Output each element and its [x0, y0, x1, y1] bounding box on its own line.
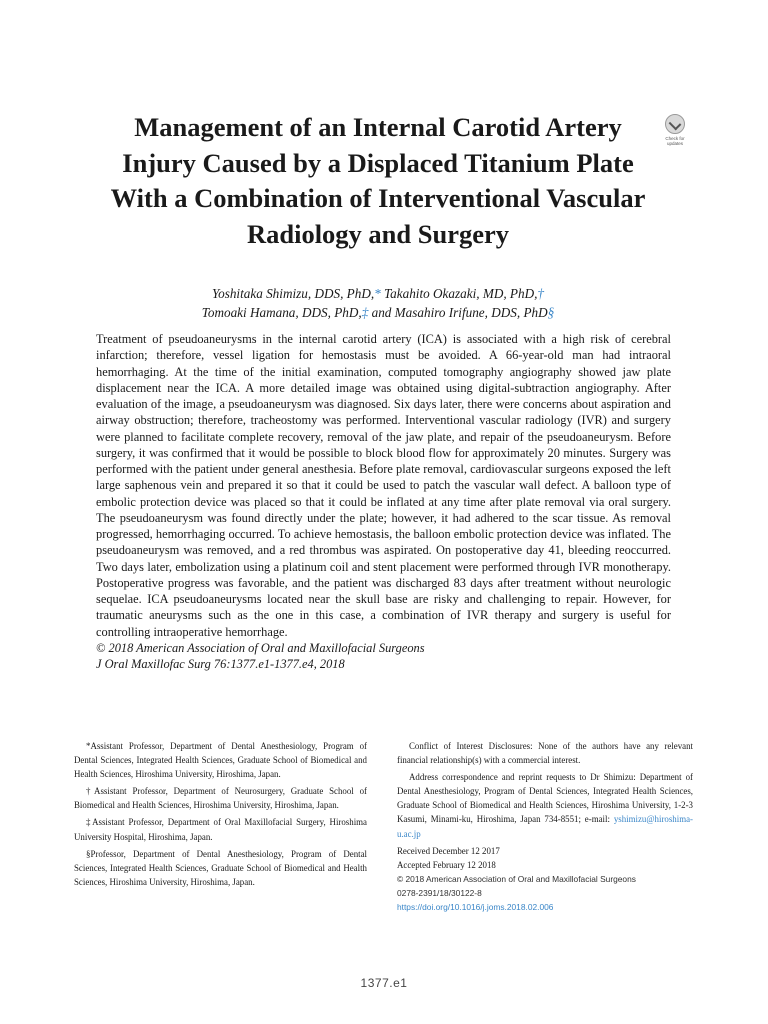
accepted-date: Accepted February 12 2018 [397, 859, 496, 870]
address-text: Address correspondence and reprint requests to Dr Shimizu: Department of Dental Anesthesiology, Program of Dental Sciences, Integrated Health Sciences, Graduate School of Biomedical and Health Sciences, Hiroshima University, 1-2-3 Kasumi, Minami-ku, Hiroshima, Japan 734-8551; e-mail: [397, 772, 693, 825]
article-notes [397, 739, 693, 914]
footnote-item: ‡Assistant Professor, Department of Oral Maxillofacial Surgery, Hiroshima University Hospital, Hiroshima, Japan. [74, 817, 367, 842]
author-line-2 [100, 303, 656, 322]
check-updates-icon [665, 114, 685, 134]
author-name: Yoshitaka Shimizu, DDS, PhD, [211, 286, 375, 301]
copyright-notice: © 2018 American Association of Oral and Maxillofacial Surgeons [397, 873, 636, 884]
check-updates-label [660, 136, 690, 146]
page-number: 1377.e1 [360, 976, 408, 990]
badge-label-line1: Check for [665, 136, 685, 141]
author-line-1 [100, 284, 656, 303]
affiliation-mark-link[interactable]: * [374, 286, 381, 301]
copyright-line: © 2018 American Association of Oral and Maxillofacial Surgeons [96, 640, 425, 655]
issn-code: 0278-2391/18/30122-8 [397, 887, 482, 898]
abstract [96, 331, 671, 672]
email-link[interactable]: yshimizu@hiroshima-u.ac.jp [397, 814, 693, 839]
affiliation-mark-link[interactable]: † [537, 286, 544, 301]
check-for-updates-badge[interactable] [660, 114, 690, 148]
footnote-item: †Assistant Professor, Department of Neurosurgery, Graduate School of Biomedical and Health Sciences, Hiroshima University, Hiroshima, Japan. [74, 786, 367, 811]
footnote-item: *Assistant Professor, Department of Dental Anesthesiology, Program of Dental Sciences, Integrated Health Sciences, Graduate School of Biomedical and Health Sciences, Hiroshima University, Hiroshima, Japan. [74, 741, 367, 780]
author-list [100, 284, 656, 322]
affiliation-footnotes [74, 739, 367, 892]
conflict-disclosure: Conflict of Interest Disclosures: None of the authors have any relevant financial relationship(s) with a commercial interest. [397, 741, 693, 766]
journal-citation: J Oral Maxillofac Surg 76:1377.e1-1377.e4, 2018 [96, 657, 345, 671]
doi-link[interactable]: https://doi.org/10.1016/j.joms.2018.02.006 [397, 902, 554, 913]
abstract-text: Treatment of pseudoaneurysms in the internal carotid artery (ICA) is associated with a high risk of cerebral infarction; therefore, vessel ligation for hemostasis must be avoided. A 66-year-old man had intraoral hemorrhaging. At the time of the initial examination, computed tomography angiography showed jaw plate displacement near the ICA. A more detailed image was obtained using digital-subtraction angiography. After evaluation of the image, a pseudoaneurysm was diagnosed. Six days later, there were concerns about aspiration and airway obstruction; therefore, tracheostomy was performed. Interventional vascular radiology (IVR) and surgery were planned to facilitate complete recovery, removal of the jaw plate, and repair of the pseudoaneurysm. Before surgery, it was confirmed that it would be possible to block blood flow for approximately 20 minutes. Surgery was performed with the patient under general anesthesia. Before plate removal, cardiovascular surgeons exposed the left large saphenous vein and prepared it so that it could be used to patch the vascular wall defect. A balloon type of embolic protection device was placed so that it could be inflated at any time after plate removal via oral surgery. The pseudoaneurysm was found directly under the plate; however, it had adhered to the scar tissue. As removal progressed, hemorrhaging occurred. To achieve hemostasis, the balloon embolic protection device was inflated. The pseudoaneurysm was removed, and a red thrombus was aspirated. On postoperative day 41, bleeding reoccurred. Two days later, embolization using a platinum coil and stent placement were performed through IVR monotherapy. Postoperative progress was favorable, and the patient was discharged 83 days after treatment without neurologic sequelae. ICA pseudoaneurysms located near the skull base are risky and challenging to repair. However, for traumatic aneurysms such as the one in this case, a combination of IVR therapy and surgery is useful for controlling intraoperative hemorrhage. [96, 332, 671, 639]
author-name: Takahito Okazaki, MD, PhD, [380, 286, 538, 301]
affiliation-mark-link[interactable]: § [547, 305, 555, 320]
correspondence-address [397, 770, 693, 840]
affiliation-mark-link[interactable]: ‡ [361, 305, 369, 320]
footnote-item: §Professor, Department of Dental Anesthesiology, Program of Dental Sciences, Integrated Health Sciences, Graduate School of Biomedical and Health Sciences, Hiroshima University, Hiroshima, Japan. [74, 848, 367, 887]
author-name: and Masahiro Irifune, DDS, PhD [368, 305, 548, 320]
author-name: Tomoaki Hamana, DDS, PhD, [201, 305, 362, 320]
received-date: Received December 12 2017 [397, 845, 500, 856]
article-title: Management of an Internal Carotid Artery Injury Caused by a Displaced Titanium Plate With a Combination of Interventional Vascular Radiology and Surgery [110, 112, 646, 249]
badge-label-line2: updates [666, 141, 683, 146]
